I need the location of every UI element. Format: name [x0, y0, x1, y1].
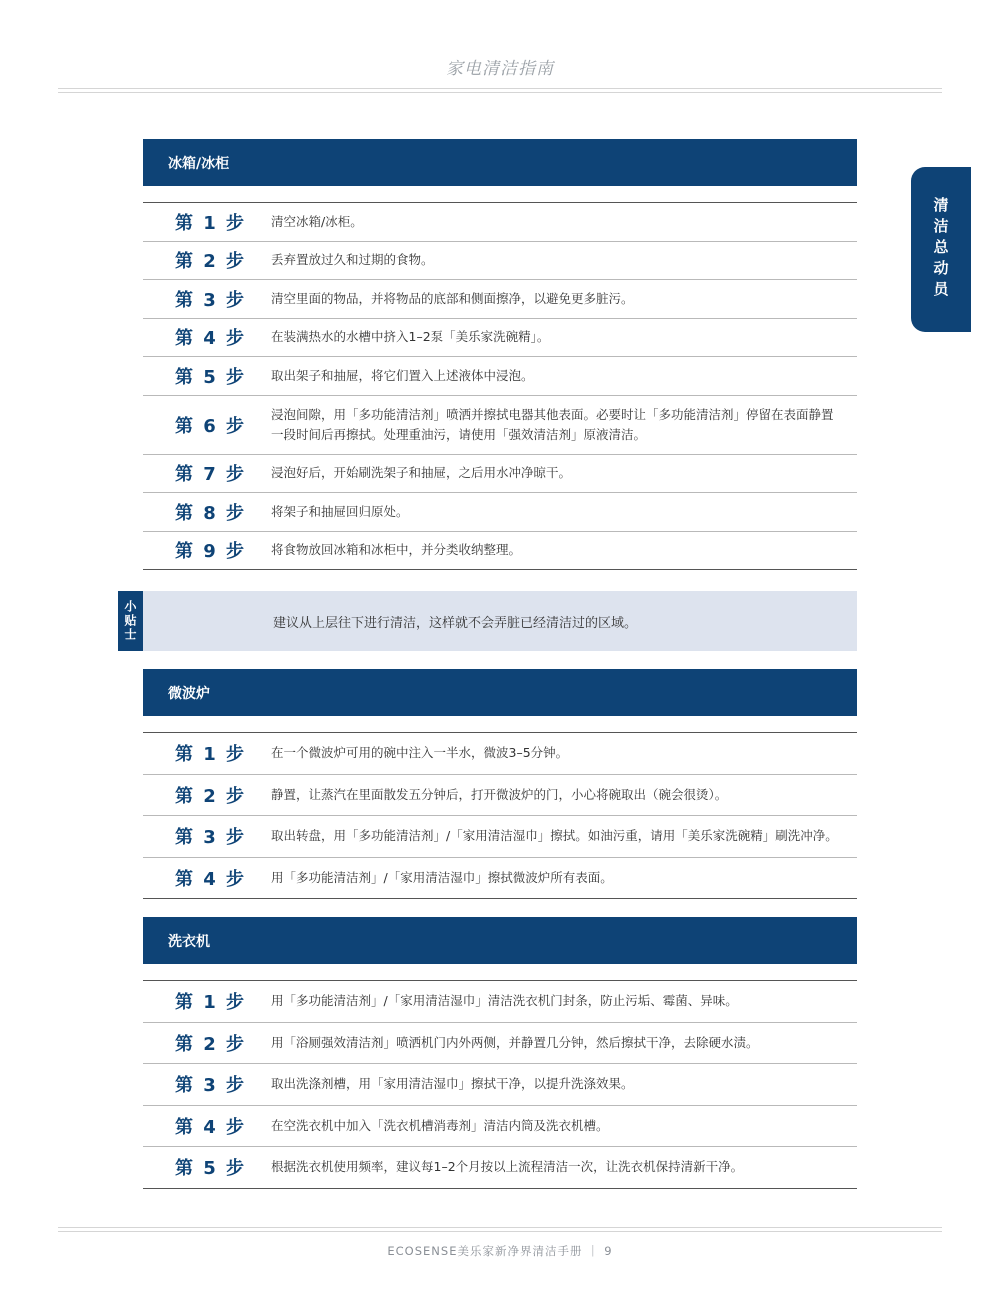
- step-number: 第 4 步: [175, 868, 247, 890]
- step-row: [143, 203, 857, 242]
- section-microwave: [143, 669, 857, 899]
- step-row: [143, 493, 857, 532]
- step-text: 用「多功能清洁剂」/「家用清洁湿巾」擦拭微波炉所有表面。: [271, 869, 613, 885]
- step-list: [143, 202, 857, 570]
- step-row: [143, 455, 857, 494]
- step-number: 第 4 步: [175, 1116, 247, 1138]
- step-row: [143, 280, 857, 319]
- step-text: 清空里面的物品，并将物品的底部和侧面擦净，以避免更多脏污。: [271, 290, 634, 306]
- step-row: [143, 1023, 857, 1065]
- step-number: 第 5 步: [175, 1158, 247, 1180]
- step-row: [143, 532, 857, 571]
- step-row: [143, 1064, 857, 1106]
- step-row: [143, 775, 857, 817]
- tip-label-tab: [118, 591, 143, 651]
- step-number: 第 3 步: [175, 1075, 247, 1097]
- section-washing-machine: [143, 917, 857, 1189]
- page-header-title: 家电清洁指南: [446, 59, 554, 79]
- step-number: 第 5 步: [175, 366, 247, 388]
- step-text: 用「多功能清洁剂」/「家用清洁湿巾」清洁洗衣机门封条，防止污垢、霉菌、异味。: [271, 993, 738, 1009]
- step-number: 第 1 步: [175, 992, 247, 1014]
- step-text: 在空洗衣机中加入「洗衣机槽消毒剂」清洁内筒及洗衣机槽。: [271, 1117, 609, 1133]
- page-footer: ECOSENSE美乐家新净界清洁手册 ｜ 9: [387, 1244, 613, 1258]
- step-row: [143, 733, 857, 775]
- step-list: [143, 980, 857, 1189]
- step-text: 丢弃置放过久和过期的食物。: [271, 252, 434, 268]
- tip-text: 建议从上层往下进行清洁，这样就不会弄脏已经清洁过的区域。: [143, 591, 857, 651]
- step-row: [143, 242, 857, 281]
- tip-box: [118, 591, 857, 651]
- step-text: 用「浴厕强效清洁剂」喷洒机门内外两侧，并静置几分钟，然后擦拭干净，去除硬水渍。: [271, 1034, 759, 1050]
- step-text: 将架子和抽屉回归原处。: [271, 503, 409, 519]
- step-row: [143, 981, 857, 1023]
- step-text: 浸泡好后，开始刷洗架子和抽屉，之后用水冲净晾干。: [271, 465, 572, 481]
- step-number: 第 2 步: [175, 785, 247, 807]
- step-row: [143, 858, 857, 900]
- header-divider: [58, 88, 942, 93]
- section-title: 微波炉: [143, 669, 857, 716]
- step-row: [143, 1106, 857, 1148]
- section-title: 冰箱/冰柜: [143, 139, 857, 186]
- step-text: 清空冰箱/冰柜。: [271, 213, 363, 229]
- tip-label: 小贴士: [123, 600, 137, 642]
- step-number: 第 1 步: [175, 212, 247, 234]
- step-row: [143, 357, 857, 396]
- side-tab-label: 清洁总动员: [931, 197, 950, 302]
- step-number: 第 9 步: [175, 541, 247, 563]
- step-number: 第 3 步: [175, 289, 247, 311]
- step-row: [143, 1147, 857, 1189]
- step-row: [143, 319, 857, 358]
- step-row: [143, 816, 857, 858]
- step-text: 取出洗涤剂槽，用「家用清洁湿巾」擦拭干净，以提升洗涤效果。: [271, 1076, 634, 1092]
- step-number: 第 3 步: [175, 827, 247, 849]
- step-number: 第 2 步: [175, 251, 247, 273]
- step-text: 在装满热水的水槽中挤入1–2泵「美乐家洗碗精」。: [271, 329, 550, 345]
- step-number: 第 8 步: [175, 502, 247, 524]
- step-number: 第 4 步: [175, 328, 247, 350]
- side-section-tab: [911, 167, 971, 332]
- step-number: 第 2 步: [175, 1033, 247, 1055]
- step-text: 根据洗衣机使用频率，建议每1–2个月按以上流程清洁一次，让洗衣机保持清新干净。: [271, 1159, 744, 1175]
- step-text: 在一个微波炉可用的碗中注入一半水，微波3–5分钟。: [271, 745, 569, 761]
- step-text: 将食物放回冰箱和冰柜中，并分类收纳整理。: [271, 542, 522, 558]
- footer-divider: [58, 1227, 942, 1232]
- step-number: 第 6 步: [175, 415, 247, 437]
- step-text: 静置，让蒸汽在里面散发五分钟后，打开微波炉的门，小心将碗取出（碗会很烫）。: [271, 786, 728, 802]
- section-fridge: [143, 139, 857, 570]
- step-row: [143, 396, 857, 455]
- section-title: 洗衣机: [143, 917, 857, 964]
- step-text: 取出架子和抽屉，将它们置入上述液体中浸泡。: [271, 367, 534, 383]
- step-text: 浸泡间隙，用「多功能清洁剂」喷洒并擦拭电器其他表面。必要时让「多功能清洁剂」停留在表面静置一段时间后再擦拭。处理重油污，请使用「强效清洁剂」原液清洁。: [271, 406, 834, 442]
- step-number: 第 7 步: [175, 464, 247, 486]
- step-number: 第 1 步: [175, 744, 247, 766]
- step-text: 取出转盘，用「多功能清洁剂」/「家用清洁湿巾」擦拭。如油污重，请用「美乐家洗碗精」刷洗冲净。: [271, 828, 838, 844]
- step-list: [143, 732, 857, 899]
